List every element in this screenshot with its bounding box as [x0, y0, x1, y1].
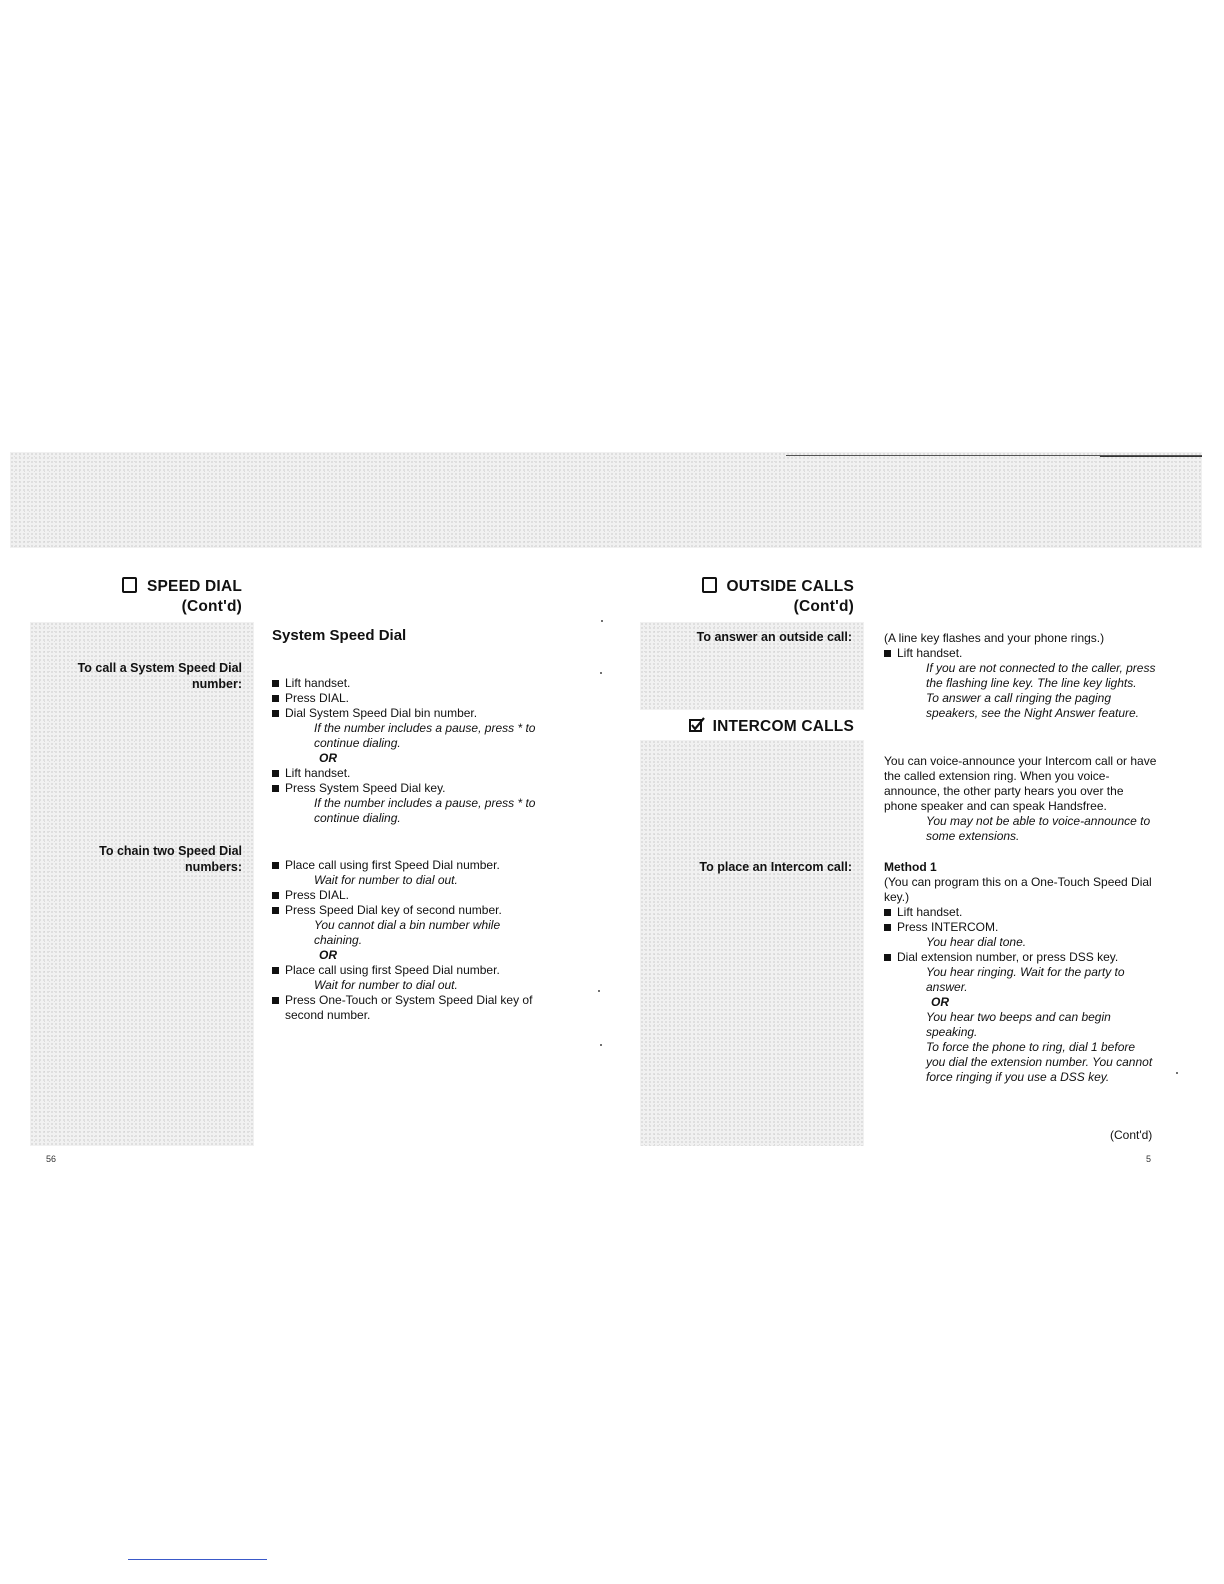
square-bullet-icon	[884, 909, 891, 916]
right-page-number: 5	[1146, 1154, 1152, 1164]
step-note: If the number includes a pause, press * to	[314, 721, 536, 735]
step-text: Press DIAL.	[285, 691, 350, 705]
intercom-calls-section-title: INTERCOM CALLS	[640, 717, 854, 737]
chain-speed-dial-steps	[272, 858, 572, 1023]
step-text: Place call using first Speed Dial number.	[285, 858, 500, 872]
square-bullet-icon	[884, 924, 891, 931]
paragraph-line: (A line key flashes and your phone rings.)	[884, 631, 1105, 645]
step-text: Press Speed Dial key of second number.	[285, 903, 502, 917]
square-bullet-icon	[272, 892, 279, 899]
section-title-text: SPEED DIAL	[146, 578, 242, 595]
step-note: You hear dial tone.	[926, 935, 1027, 949]
bottom-link-rule	[128, 1559, 267, 1560]
step-text: Lift handset.	[285, 676, 351, 690]
bullet-step	[272, 993, 572, 1008]
checkbox-empty-icon	[702, 577, 717, 593]
square-bullet-icon	[272, 862, 279, 869]
step-note: the flashing line key. The line key lights.	[926, 676, 1137, 690]
bullet-step	[884, 905, 1184, 920]
square-bullet-icon	[272, 967, 279, 974]
step-note: some extensions.	[926, 829, 1020, 843]
step-continuation: second number.	[285, 1008, 371, 1022]
right-label-column-bottom	[640, 740, 864, 1146]
paragraph-line: phone speaker and can speak Handsfree.	[884, 799, 1107, 813]
square-bullet-icon	[272, 695, 279, 702]
or-separator: OR	[319, 751, 337, 765]
step-note: continue dialing.	[314, 811, 401, 825]
left-label-column	[30, 622, 254, 1146]
step-note: You may not be able to voice-announce to	[926, 814, 1151, 828]
system-speed-dial-block	[272, 626, 572, 650]
square-bullet-icon	[272, 710, 279, 717]
step-text: Press DIAL.	[285, 888, 350, 902]
bullet-step	[272, 903, 572, 918]
step-note: To answer a call ringing the paging	[926, 691, 1112, 705]
paragraph-line: key.)	[884, 890, 910, 904]
step-note: speakers, see the Night Answer feature.	[926, 706, 1139, 720]
step-note: chaining.	[314, 933, 363, 947]
step-note: Wait for number to dial out.	[314, 873, 458, 887]
speck	[600, 1044, 602, 1046]
paragraph-line: announce, the other party hears you over the	[884, 784, 1124, 798]
step-note: force ringing if you use a DSS key.	[926, 1070, 1110, 1084]
bullet-step	[272, 858, 572, 873]
method-heading: Method 1	[884, 860, 937, 874]
speck	[600, 672, 602, 674]
checkbox-empty-icon	[122, 577, 137, 593]
step-note: speaking.	[926, 1025, 978, 1039]
header-rule-accent	[1100, 456, 1202, 457]
contd-footer: (Cont'd)	[1110, 1128, 1153, 1142]
paragraph-line: the called extension ring. When you voice-	[884, 769, 1110, 783]
step-note: Wait for number to dial out.	[314, 978, 458, 992]
bullet-step	[272, 963, 572, 978]
intercom-intro	[884, 754, 1184, 844]
step-note: You hear ringing. Wait for the party to	[926, 965, 1125, 979]
bullet-step	[272, 691, 572, 706]
system-speed-dial-heading: System Speed Dial	[272, 627, 407, 644]
header-band	[10, 452, 1202, 548]
answer-outside-call-label: To answer an outside call:	[696, 630, 852, 644]
paragraph-line: (You can program this on a One-Touch Speed Dial	[884, 875, 1152, 889]
speck	[1176, 1072, 1178, 1074]
step-text: Press INTERCOM.	[897, 920, 999, 934]
step-note: You hear two beeps and can begin	[926, 1010, 1111, 1024]
step-note: If you are not connected to the caller, press	[926, 661, 1156, 675]
bullet-step	[272, 888, 572, 903]
step-note: continue dialing.	[314, 736, 401, 750]
outside-calls-section-title: OUTSIDE CALLS (Cont'd)	[660, 577, 854, 617]
square-bullet-icon	[884, 650, 891, 657]
or-separator: OR	[319, 948, 337, 962]
step-note: If the number includes a pause, press * to	[314, 796, 536, 810]
section-title-contd: (Cont'd)	[181, 598, 242, 615]
or-separator: OR	[931, 995, 949, 1009]
answer-outside-call-steps	[884, 631, 1184, 721]
step-note: you dial the extension number. You cannot	[926, 1055, 1153, 1069]
bullet-step	[884, 646, 1184, 661]
bullet-step	[272, 781, 572, 796]
square-bullet-icon	[272, 907, 279, 914]
call-system-speed-dial-label: To call a System Speed Dial number:	[77, 661, 242, 691]
bullet-step	[272, 766, 572, 781]
step-text: Place call using first Speed Dial number.	[285, 963, 500, 977]
speck	[601, 620, 603, 622]
intercom-method-1	[884, 860, 1184, 1085]
square-bullet-icon	[272, 680, 279, 687]
checkbox-checked-icon	[689, 717, 703, 731]
speed-dial-section-title	[60, 577, 242, 617]
step-text: Press One-Touch or System Speed Dial key of	[285, 993, 533, 1007]
speck	[598, 990, 600, 992]
bullet-step	[884, 920, 1184, 935]
step-text: Dial System Speed Dial bin number.	[285, 706, 478, 720]
step-note: To force the phone to ring, dial 1 before	[926, 1040, 1136, 1054]
bullet-step	[272, 706, 572, 721]
step-text: Lift handset.	[897, 646, 963, 660]
step-text: Lift handset.	[897, 905, 963, 919]
square-bullet-icon	[272, 770, 279, 777]
step-text: Dial extension number, or press DSS key.	[897, 950, 1119, 964]
square-bullet-icon	[884, 954, 891, 961]
square-bullet-icon	[272, 785, 279, 792]
paragraph-line: You can voice-announce your Intercom call or have	[884, 754, 1157, 768]
chain-speed-dial-label: To chain two Speed Dial numbers:	[99, 844, 242, 874]
step-text: Press System Speed Dial key.	[285, 781, 446, 795]
bullet-step	[884, 950, 1184, 965]
square-bullet-icon	[272, 997, 279, 1004]
place-intercom-call-label: To place an Intercom call:	[699, 860, 852, 874]
step-note: answer.	[926, 980, 968, 994]
step-note: You cannot dial a bin number while	[314, 918, 501, 932]
step-text: Lift handset.	[285, 766, 351, 780]
left-page-number: 56	[46, 1154, 57, 1164]
bullet-step	[272, 676, 572, 691]
system-speed-dial-steps	[272, 676, 572, 826]
